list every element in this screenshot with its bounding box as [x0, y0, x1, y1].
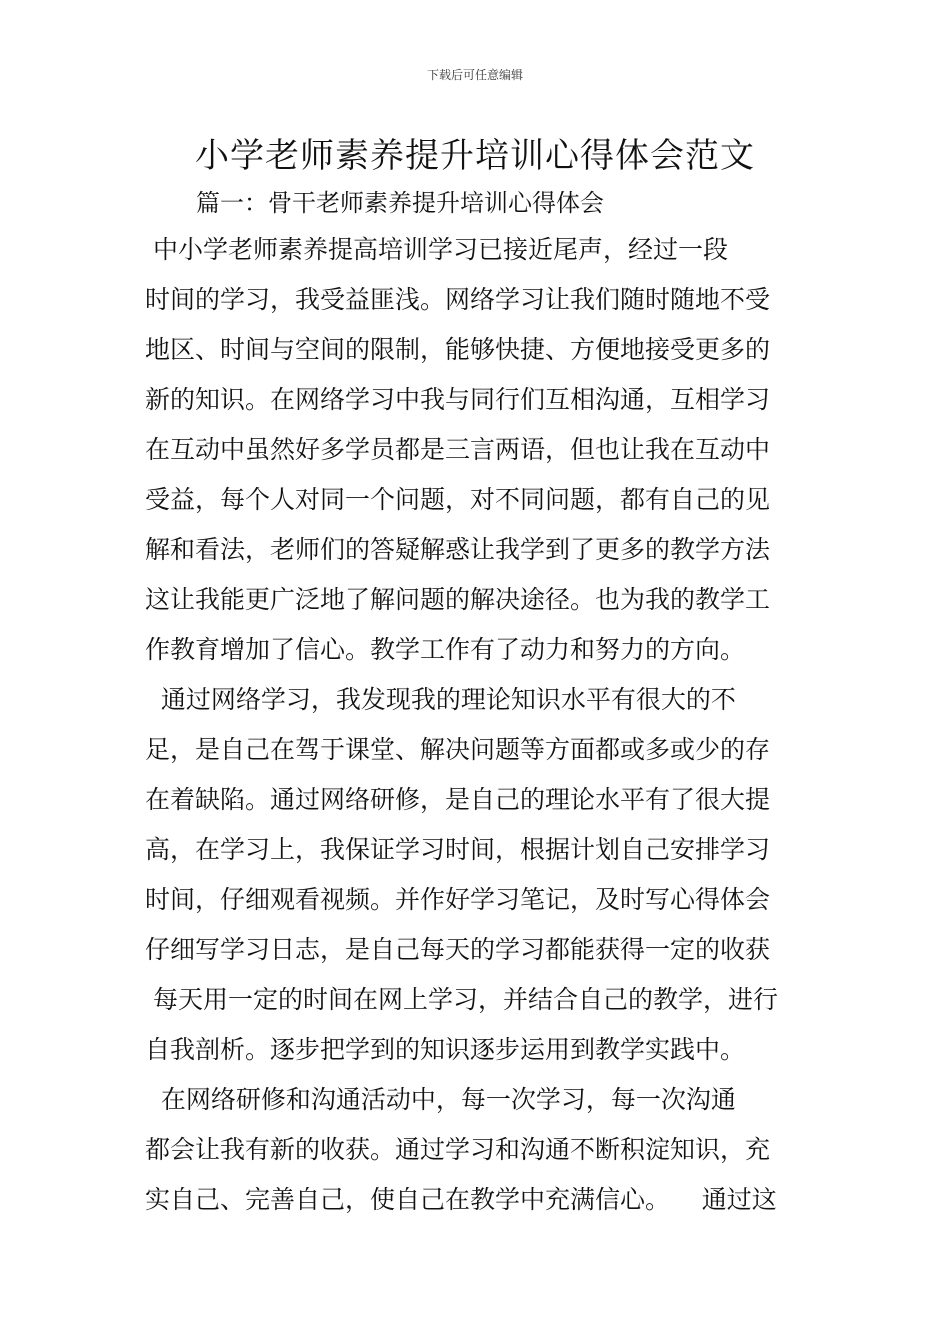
text-line: 仔细写学习日志，是自己每天的学习都能获得一定的收获 [145, 935, 771, 964]
document-title: 小学老师素养提升培训心得体会范文 [195, 136, 755, 176]
text-line: 在网络研修和沟通活动中，每一次学习，每一次沟通 [145, 1085, 736, 1114]
text-line: 通过网络学习，我发现我的理论知识水平有很大的不 [145, 685, 736, 714]
text-line: 解和看法，老师们的答疑解惑让我学到了更多的教学方法 [145, 535, 771, 564]
section-heading: 篇一：骨干老师素养提升培训心得体会 [196, 189, 604, 217]
text-line: 新的知识。在网络学习中我与同行们互相沟通，互相学习 [145, 385, 771, 414]
header-note: 下载后可任意编辑 [426, 68, 523, 82]
text-line: 在互动中虽然好多学员都是三言两语，但也让我在互动中 [145, 435, 771, 464]
text-line: 都会让我有新的收获。通过学习和沟通不断积淀知识，充 [145, 1135, 771, 1164]
text-line: 中小学老师素养提高培训学习已接近尾声，经过一段 [145, 235, 728, 264]
text-line: 受益，每个人对同一个问题，对不同问题，都有自己的见 [145, 485, 771, 514]
text-line: 时间的学习，我受益匪浅。网络学习让我们随时随地不受 [145, 285, 771, 314]
text-line: 自我剖析。逐步把学到的知识逐步运用到教学实践中。 [145, 1035, 746, 1064]
text-line: 作教育增加了信心。教学工作有了动力和努力的方向。 [145, 635, 746, 664]
text-line: 实自己、完善自己，使自己在教学中充满信心。 通过这 [145, 1185, 777, 1214]
text-line: 地区、时间与空间的限制，能够快捷、方便地接受更多的 [145, 335, 771, 364]
text-line: 在着缺陷。通过网络研修，是自己的理论水平有了很大提 [145, 785, 771, 814]
text-line: 每天用一定的时间在网上学习，并结合自己的教学，进行 [145, 985, 778, 1014]
text-line: 这让我能更广泛地了解问题的解决途径。也为我的教学工 [145, 585, 771, 614]
document-body [145, 225, 810, 1225]
text-line: 高，在学习上，我保证学习时间，根据计划自己安排学习 [145, 835, 771, 864]
text-line: 足，是自己在驾于课堂、解决问题等方面都或多或少的存 [145, 735, 771, 764]
text-line: 时间，仔细观看视频。并作好学习笔记，及时写心得体会 [145, 885, 771, 914]
